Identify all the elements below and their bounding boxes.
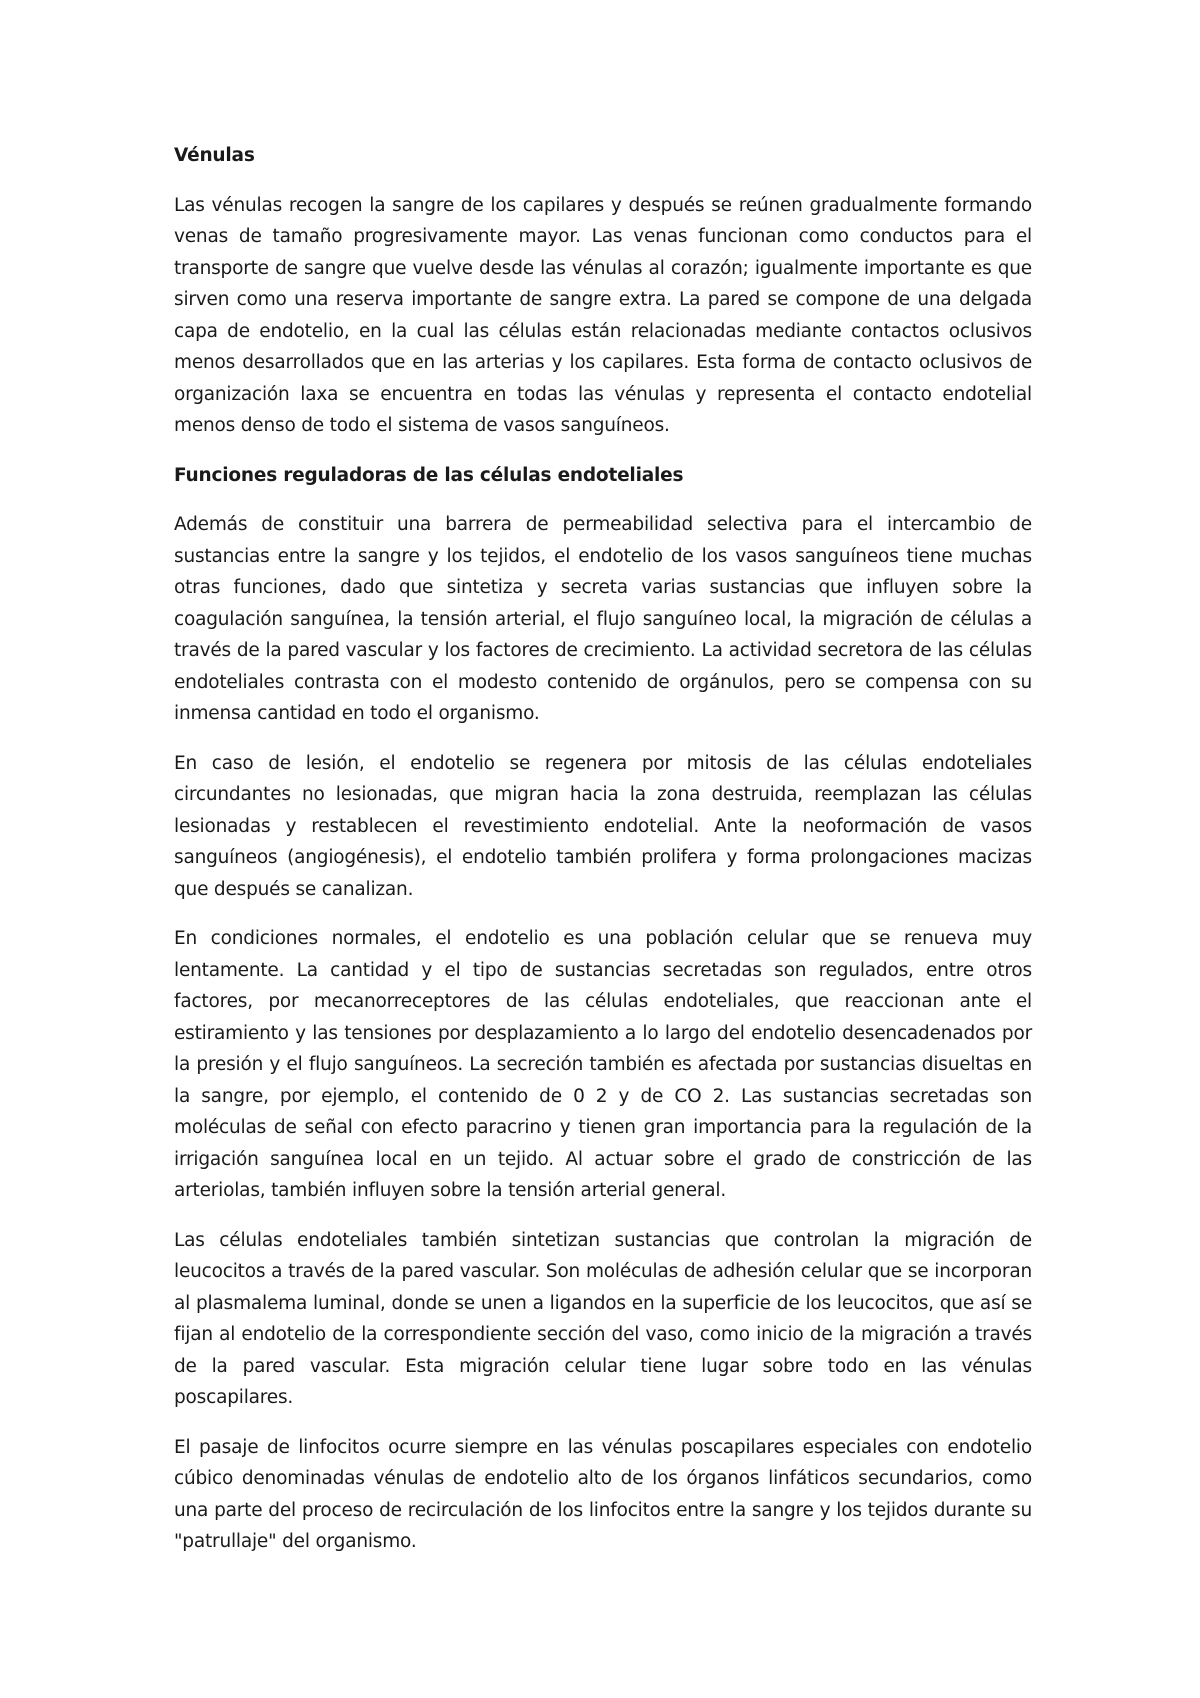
paragraph-funciones-4: Las células endoteliales también sintetizan sustancias que controlan la migración de leucocitos a través de la pared vascular. Son moléculas de adhesión celular que se incorporan al plasmalema luminal, donde se unen a ligandos en la superficie de los leucocitos, que así se fijan al endotelio de la correspondiente sección del vaso, como inicio de la migración a través de la pared vascular. Esta migración celular tiene lugar sobre todo en las vénulas poscapilares.: [174, 1229, 1032, 1408]
section-heading-venulas: Vénulas: [174, 145, 255, 166]
paragraph-funciones-2: En caso de lesión, el endotelio se regenera por mitosis de las células endoteliales circundantes no lesionadas, que migran hacia la zona destruida, reemplazan las células lesionadas y restablecen el revestimiento endotelial. Ante la neoformación de vasos sanguíneos (angiogénesis), el endotelio también prolifera y forma prolongaciones macizas que después se canalizan.: [174, 752, 1032, 900]
document-page: [174, 140, 1032, 1576]
paragraph-venulas: Las vénulas recogen la sangre de los capilares y después se reúnen gradualmente formando venas de tamaño progresivamente mayor. Las venas funcionan como conductos para el transporte de sangre que vuelve desde las vénulas al corazón; igualmente importante es que sirven como una reserva importante de sangre extra. La pared se compone de una delgada capa de endotelio, en la cual las células están relacionadas mediante contactos oclusivos menos desarrollados que en las arterias y los capilares. Esta forma de contacto oclusivos de organización laxa se encuentra en todas las vénulas y representa el contacto endotelial menos denso de todo el sistema de vasos sanguíneos.: [174, 194, 1032, 436]
paragraph-funciones-5: El pasaje de linfocitos ocurre siempre en las vénulas poscapilares especiales con endotelio cúbico denominadas vénulas de endotelio alto de los órganos linfáticos secundarios, como una parte del proceso de recirculación de los linfocitos entre la sangre y los tejidos durante su "patrullaje" del organismo.: [174, 1436, 1032, 1552]
paragraph-funciones-3: En condiciones normales, el endotelio es una población celular que se renueva muy lentamente. La cantidad y el tipo de sustancias secretadas son regulados, entre otros factores, por mecanorreceptores de las células endoteliales, que reaccionan ante el estiramiento y las tensiones por desplazamiento a lo largo del endotelio desencadenados por la presión y el flujo sanguíneos. La secreción también es afectada por sustancias disueltas en la sangre, por ejemplo, el contenido de 0 2 y de CO 2. Las sustancias secretadas son moléculas de señal con efecto paracrino y tienen gran importancia para la regulación de la irrigación sanguínea local en un tejido. Al actuar sobre el grado de constricción de las arteriolas, también influyen sobre la tensión arterial general.: [174, 928, 1032, 1201]
paragraph-funciones-1: Además de constituir una barrera de permeabilidad selectiva para el intercambio de sustancias entre la sangre y los tejidos, el endotelio de los vasos sanguíneos tiene muchas otras funciones, dado que sintetiza y secreta varias sustancias que influyen sobre la coagulación sanguínea, la tensión arterial, el flujo sanguíneo local, la migración de células a través de la pared vascular y los factores de crecimiento. La actividad secretora de las células endoteliales contrasta con el modesto contenido de orgánulos, pero se compensa con su inmensa cantidad en todo el organismo.: [174, 514, 1032, 724]
section-heading-funciones: Funciones reguladoras de las células endoteliales: [174, 464, 684, 486]
